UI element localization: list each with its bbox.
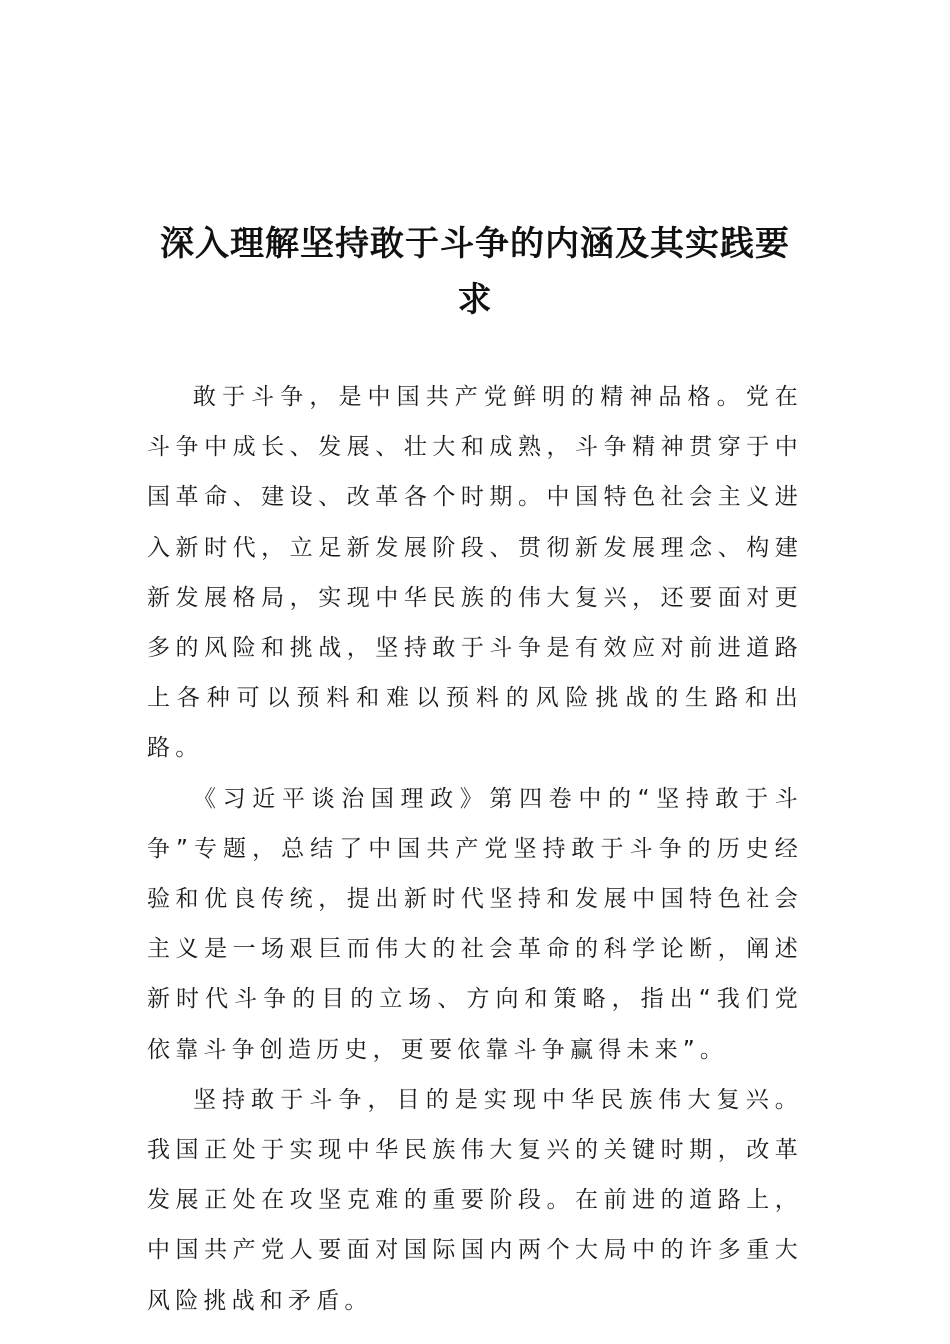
document-title: 深入理解坚持敢于斗争的内涵及其实践要求 (160, 224, 790, 320)
paragraph-1: 敢于斗争，是中国共产党鲜明的精神品格。党在斗争中成长、发展、壮大和成熟，斗争精神贯穿于中国革命、建设、改革各个时期。中国特色社会主义进入新时代，立足新发展阶段、贯彻新发展理念、构建新发展格局，实现中华民族的伟大复兴，还要面对更多的风险和挑战，坚持敢于斗争是有效应对前进道路上各种可以预料和难以预料的风险挑战的生路和出路。 (147, 384, 803, 762)
paragraph-2: 《习近平谈治国理政》第四卷中的“坚持敢于斗争”专题，总结了中国共产党坚持敢于斗争的历史经验和优良传统，提出新时代坚持和发展中国特色社会主义是一场艰巨而伟大的社会革命的科学论断，阐述新时代斗争的目的立场、方向和策略，指出“我们党依靠斗争创造历史，更要依靠斗争赢得未来”。 (147, 785, 803, 1063)
paragraph-3: 坚持敢于斗争，目的是实现中华民族伟大复兴。我国正处于实现中华民族伟大复兴的关键时期，改革发展正处在攻坚克难的重要阶段。在前进的道路上，中国共产党人要面对国际国内两个大局中的许多重大风险挑战和矛盾。 (147, 1086, 803, 1314)
document-body (147, 372, 803, 1326)
